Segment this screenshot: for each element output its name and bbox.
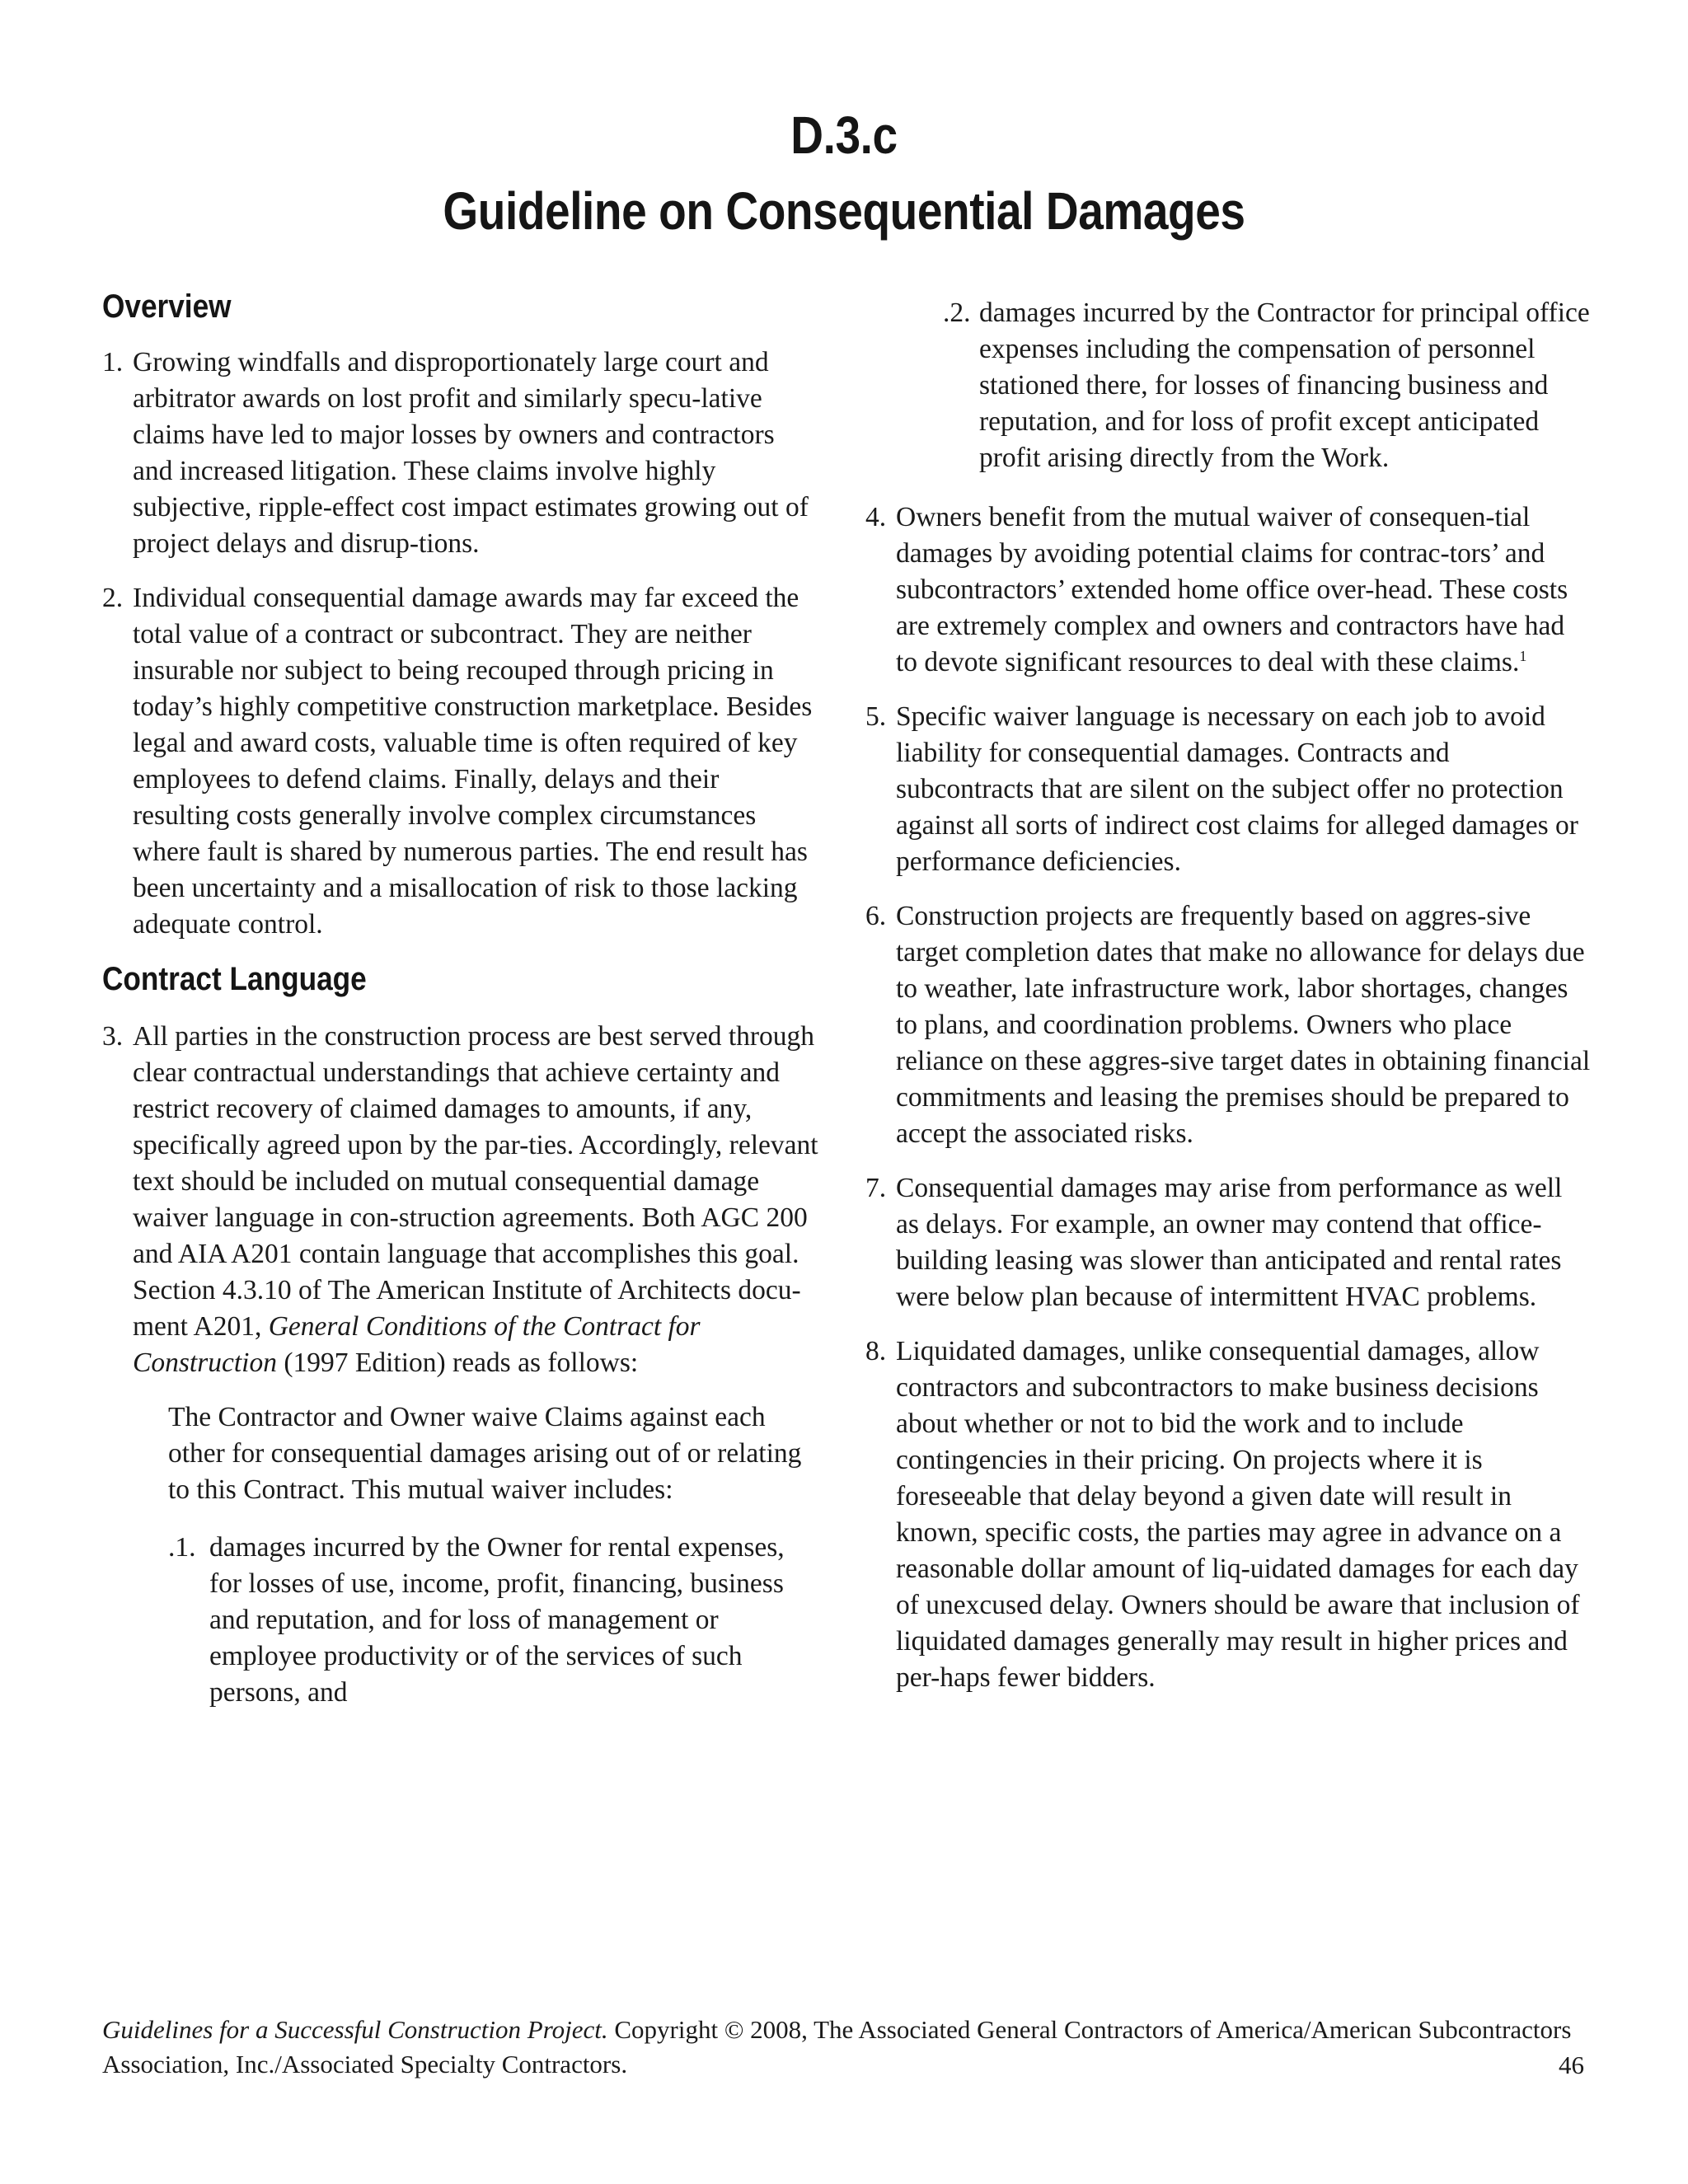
list-item-2	[102, 580, 819, 943]
footer-copyright: Copyright © 2008, The Associated General Contractors of America/American Subcontractors Association, Inc./Associated Specialty Contractors.	[102, 2015, 1572, 2079]
page-header	[0, 97, 1688, 249]
sub-item-1	[168, 1530, 819, 1711]
list-item-1	[102, 344, 819, 562]
item-number: 6.	[865, 901, 887, 931]
footer-publication-title: Guidelines for a Successful Construction Project.	[102, 2015, 608, 2044]
item-text: Specific waiver language is necessary on each job to avoid liability for consequential damages. Contracts and subcontracts that are silent on the subject offer no protection against all sorts of indirect cost claims for alleged damages or performance deficiencies.	[896, 701, 1578, 877]
item-number: 4.	[865, 502, 887, 532]
document-title: General Conditions of the Contract for Construction	[133, 1311, 701, 1378]
item-number: 8.	[865, 1336, 887, 1366]
sub-item-number: .1.	[168, 1532, 196, 1563]
page-title: Guideline on Consequential Damages	[443, 181, 1245, 241]
sub-item-2	[943, 295, 1591, 476]
list-item-8	[865, 1333, 1591, 1696]
page-footer	[102, 2013, 1586, 2082]
item-text: Individual consequential damage awards may far exceed the total value of a contract or subcontract. They are neither insurable nor subject to being recouped through pricing in today’s highly competitive construction marketplace. Besides legal and award costs, valuable time is often required of key employees to defend claims. Finally, delays and their resulting costs generally involve complex circumstances where fault is shared by numerous parties. The end result has been uncertainty and a misallocation of risk to those lacking adequate control.	[133, 583, 813, 940]
list-item-6	[865, 898, 1591, 1152]
right-column	[865, 295, 1591, 1714]
item-number: 7.	[865, 1173, 887, 1203]
item-text: Owners benefit from the mutual waiver of consequen-tial damages by avoiding potential claims for contrac-tors’ and subcontractors’ extended home office over-head. These costs are extremely complex and owners and contractors have had to devote significant resources to deal with these claims.	[896, 502, 1568, 677]
list-item-3	[102, 1019, 819, 1381]
left-column	[102, 288, 819, 1711]
item-text: All parties in the construction process are best served through clear contractual understandings that achieve certainty and restrict recovery of claimed damages to amounts, if any, specifically agreed upon by the par-ties. Accordingly, relevant text should be included on mutual consequential damage waiver language in con-struction agreements. Both AGC 200 and AIA A201 contain language that accomplishes this goal. Section 4.3.10 of The American Institute of Architects docu-ment A201,	[133, 1021, 818, 1342]
list-item-7	[865, 1170, 1591, 1315]
item-number: 2.	[102, 583, 124, 613]
item-text: Construction projects are frequently based on aggres-sive target completion dates that make no allowance for delays due to weather, late infrastructure work, labor shortages, changes to plans, and coordination problems. Owners who place reliance on these aggres-sive target dates in obtaining financial commitments and leasing the premises should be prepared to accept the associated risks.	[896, 901, 1591, 1149]
page-number: 46	[1559, 2050, 1584, 2079]
sub-item-number: .2.	[943, 298, 971, 328]
sub-item-text: damages incurred by the Owner for rental expenses, for losses of use, income, profit, financing, business and reputation, and for loss of management or employee productivity or of the services of such persons, and	[209, 1532, 785, 1708]
section-code: D.3.c	[790, 105, 898, 165]
overview-heading: Overview	[102, 288, 232, 325]
item-text: Consequential damages may arise from performance as well as delays. For example, an owner may contend that office-building leasing was slower than anticipated and rental rates were below plan because of intermittent HVAC problems.	[896, 1173, 1563, 1312]
item-text: Growing windfalls and disproportionately large court and arbitrator awards on lost profit and similarly specu-lative claims have led to major losses by owners and contractors and increased litigation. These claims involve highly subjective, ripple-effect cost impact estimates growing out of project delays and disrup-tions.	[133, 347, 809, 559]
list-item-4	[865, 499, 1591, 681]
sub-item-text: damages incurred by the Contractor for principal office expenses including the compensation of personnel stationed there, for losses of financing business and reputation, and for loss of profit except anticipated profit arising directly from the Work.	[979, 298, 1590, 473]
item-text-continued: (1997 Edition) reads as follows:	[284, 1347, 639, 1378]
item-number: 5.	[865, 701, 887, 732]
footnote-marker: 1	[1519, 647, 1527, 664]
item-number: 3.	[102, 1021, 124, 1052]
item-text: Liquidated damages, unlike consequential damages, allow contractors and subcontractors to make business decisions about whether or not to bid the work and to include contingencies in their pricing. On projects where it is foreseeable that delay beyond a given date will result in known, specific costs, the parties may agree in advance on a reasonable dollar amount of liq-uidated damages for each day of unexcused delay. Owners should be aware that inclusion of liquidated damages generally may result in higher prices and per-haps fewer bidders.	[896, 1336, 1580, 1693]
quoted-clause: The Contractor and Owner waive Claims against each other for consequential damages arising out of or relating to this Contract. This mutual waiver includes:	[168, 1402, 802, 1505]
contract-language-heading: Contract Language	[102, 961, 367, 997]
item-number: 1.	[102, 347, 124, 377]
list-item-5	[865, 699, 1591, 880]
